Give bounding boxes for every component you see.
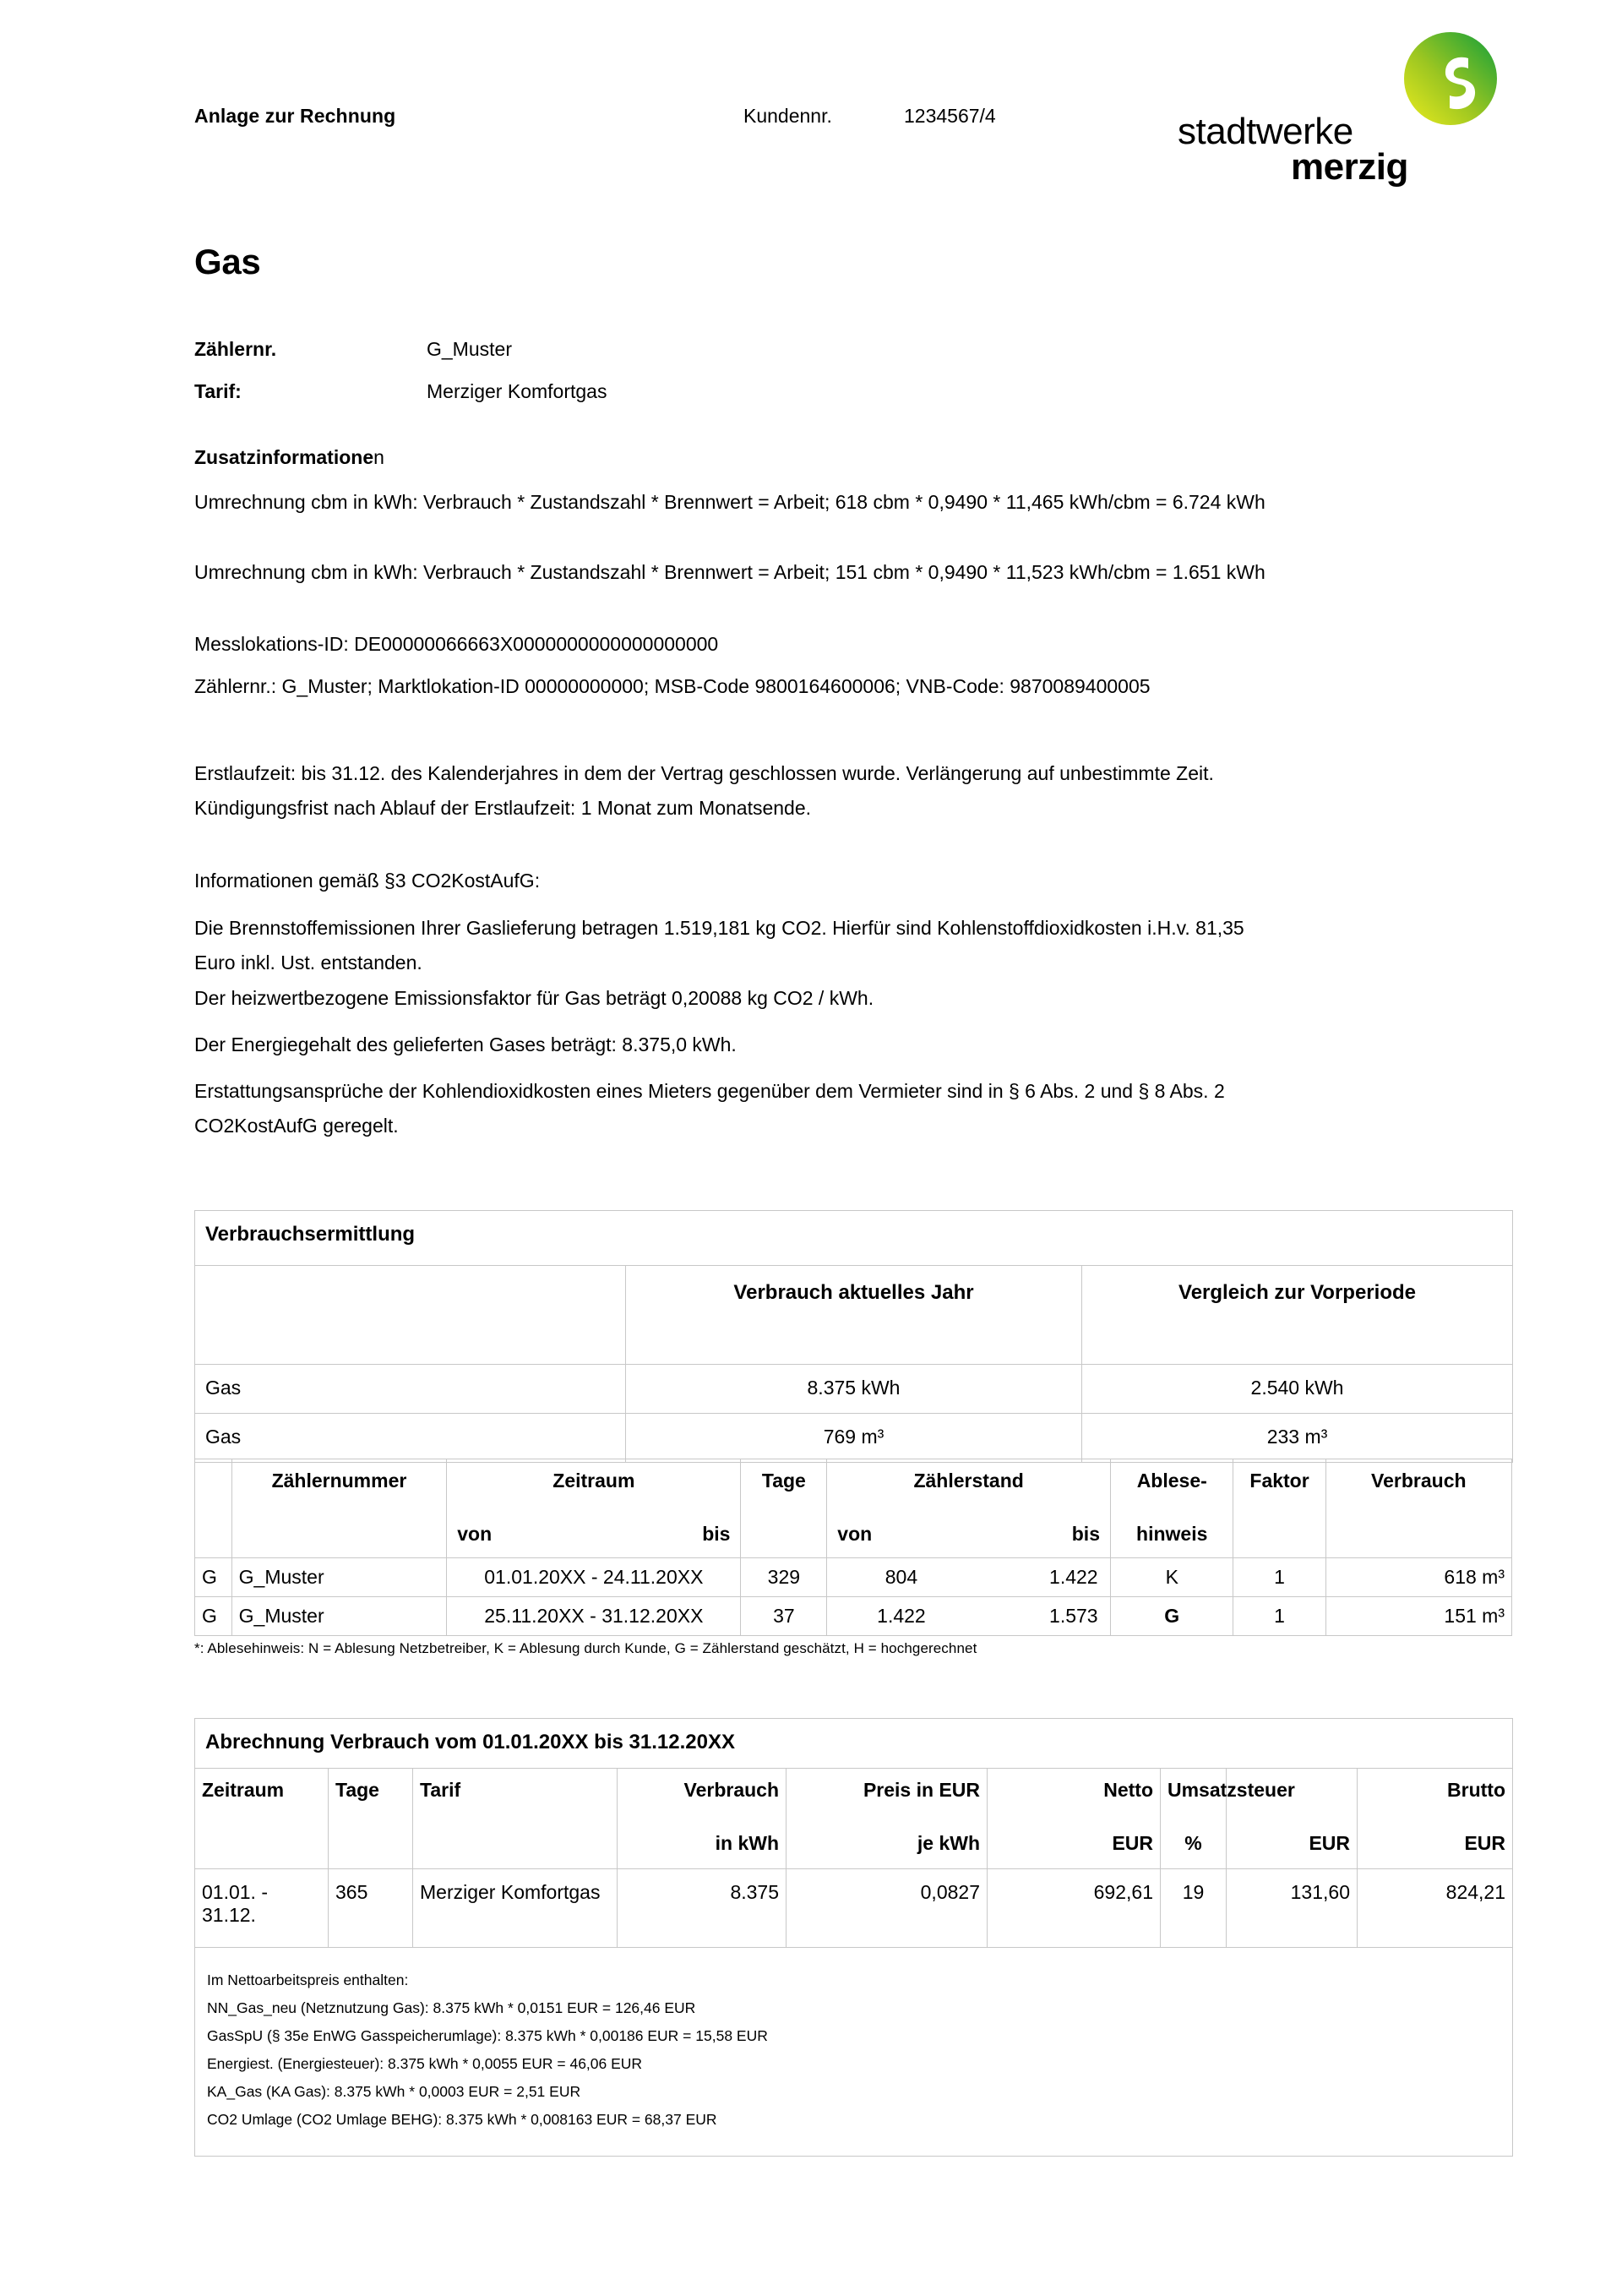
additional-info-heading-tail: n [373,446,384,468]
info-paragraph-energy-content: Der Energiegehalt des gelieferten Gases beträgt: 8.375,0 kWh. [194,1033,737,1055]
header-meter-value-label: Zählerstand [913,1470,1024,1492]
tariff-label: Tarif: [194,380,242,402]
cell-meter-value-from: 1.422 [877,1605,926,1627]
row-label: Gas [195,1365,626,1414]
header-division [195,1459,232,1558]
logo-word-merzig: merzig [1291,146,1408,188]
header-factor [1233,1459,1325,1558]
table-row [195,1869,1513,1948]
header-period-from: von [457,1523,493,1545]
note-concession-fee: KA_Gas (KA Gas): 8.375 kWh * 0,0003 EUR = 2,51 EUR [207,2083,581,2100]
info-paragraph-codes: Zählernr.: G_Muster; Marktlokation-ID 00000000000; MSB-Code 9800164600006; VNB-Code: 9870089400005 [194,675,1151,697]
table-row [195,1414,1513,1463]
header-previous-period: Vergleich zur Vorperiode [1082,1266,1513,1365]
cell-days: 365 [329,1869,413,1948]
cell-meter-number: G_Muster [231,1597,447,1636]
billing-notes [195,1948,1513,2157]
info-paragraph-messlokation-id: Messlokations-ID: DE00000066663X0000000000000000000 [194,633,719,655]
cell-reading-note: K [1110,1558,1233,1597]
page-header [0,0,1622,203]
cell-gross: 824,21 [1358,1869,1513,1948]
header-price [787,1769,988,1869]
header-meter-number-label: Zählernummer [271,1470,407,1492]
row-label: Gas [195,1414,626,1463]
billing-table [194,1718,1513,2157]
header-vat-label: Umsatzsteuer [1168,1779,1295,1801]
cell-days: 329 [741,1558,827,1597]
table-header-row [195,1459,1512,1558]
info-paragraph-co2kostaufg-heading: Informationen gemäß §3 CO2KostAufG: [194,870,541,892]
info-paragraph-conversion-1: Umrechnung cbm in kWh: Verbrauch * Zustandszahl * Brennwert = Arbeit; 618 cbm * 0,9490 * 11,465 kWh/cbm = 6.724 kWh [194,491,1265,513]
header-gross-unit: EUR [1464,1832,1506,1854]
note-network-usage: NN_Gas_neu (Netznutzung Gas): 8.375 kWh * 0,0151 EUR = 126,46 EUR [207,1999,696,2016]
cell-tariff: Merziger Komfortgas [413,1869,618,1948]
cell-meter-value-to: 1.422 [1049,1566,1098,1588]
header-days: Tage [329,1769,413,1869]
meter-reading-table [194,1459,1512,1636]
info-paragraph-emissions: Die Brennstoffemissionen Ihrer Gaslieferung betragen 1.519,181 kg CO2. Hierfür sind Kohlenstoffdioxidkosten i.H.v. 81,35 Euro inkl. Ust. entstanden. [194,917,1244,973]
tariff-value: Merziger Komfortgas [427,380,607,402]
header-blank [195,1266,626,1365]
cell-consumption: 8.375 [618,1869,787,1948]
header-gross-label: Brutto [1447,1779,1506,1801]
table-title-row [195,1719,1513,1769]
header-period [447,1459,741,1558]
consumption-determination-table [194,1210,1513,1463]
cell-division: G [195,1558,232,1597]
cell-vat-amount: 131,60 [1227,1869,1358,1948]
info-paragraph-conversion-2: Umrechnung cbm in kWh: Verbrauch * Zustandszahl * Brennwert = Arbeit; 151 cbm * 0,9490 * 11,523 kWh/cbm = 1.651 kWh [194,561,1265,583]
cell-price: 0,0827 [787,1869,988,1948]
info-paragraph-tenant-refund: Erstattungsansprüche der Kohlendioxidkosten eines Mieters gegenüber dem Vermieter sind in § 6 Abs. 2 und § 8 Abs. 2 CO2KostAufG geregelt. [194,1080,1225,1137]
header-vat-amount-unit: EUR [1309,1832,1350,1854]
cell-factor: 1 [1233,1558,1325,1597]
table-header-row [195,1769,1513,1869]
header-net [988,1769,1161,1869]
cell-consumption: 151 m³ [1325,1597,1511,1636]
additional-info-heading [194,446,384,469]
header-period-to: bis [702,1523,731,1545]
header-net-unit: EUR [1112,1832,1153,1854]
header-period-subrow [452,1523,735,1546]
cell-period: 01.01. - 31.12. [195,1869,329,1948]
header-days [741,1459,827,1558]
billing-table-title: Abrechnung Verbrauch vom 01.01.20XX bis 31.12.20XX [195,1719,1513,1769]
logo-word-stadtwerke: stadtwerke [1178,111,1353,152]
header-days-label: Tage [761,1470,806,1492]
header-consumption [618,1769,787,1869]
header-price-unit: je kWh [917,1832,980,1854]
header-vat-percent [1161,1769,1295,1869]
header-gross [1358,1769,1513,1869]
header-consumption-unit: in kWh [715,1832,779,1854]
header-price-label: Preis in EUR [863,1779,980,1801]
cell-period: 25.11.20XX - 31.12.20XX [447,1597,741,1636]
reading-note-legend: *: Ablesehinweis: N = Ablesung Netzbetreiber, K = Ablesung durch Kunde, G = Zählerstand geschätzt, H = hochgerechnet [194,1640,977,1656]
header-period-label: Zeitraum [552,1470,635,1492]
consumption-table-title: Verbrauchsermittlung [195,1211,1513,1266]
header-meter-value-to: bis [1071,1523,1100,1545]
meter-number-label: Zählernr. [194,338,277,360]
header-meter-value-subrow [832,1523,1105,1546]
info-paragraph-emission-factor: Der heizwertbezogene Emissionsfaktor für Gas beträgt 0,20088 kg CO2 / kWh. [194,987,874,1009]
cell-factor: 1 [1233,1597,1325,1636]
cell-division: G [195,1597,232,1636]
customer-number-label: Kundennr. [743,105,832,127]
row-current-value: 8.375 kWh [626,1365,1082,1414]
header-consumption-label: Verbrauch [1371,1470,1467,1492]
header-net-label: Netto [1103,1779,1153,1801]
note-gas-storage-levy: GasSpU (§ 35e EnWG Gasspeicherumlage): 8.375 kWh * 0,00186 EUR = 15,58 EUR [207,2027,768,2044]
customer-number-value: 1234567/4 [904,105,996,127]
section-title-gas: Gas [194,242,261,281]
note-energy-tax: Energiest. (Energiesteuer): 8.375 kWh * 0,0055 EUR = 46,06 EUR [207,2055,643,2072]
header-meter-number [231,1459,447,1558]
row-previous-value: 233 m³ [1082,1414,1513,1463]
header-tariff: Tarif [413,1769,618,1869]
note-co2-levy: CO2 Umlage (CO2 Umlage BEHG): 8.375 kWh * 0,008163 EUR = 68,37 EUR [207,2111,717,2128]
document-title: Anlage zur Rechnung [194,105,396,127]
notes-title: Im Nettoarbeitspreis enthalten: [207,1972,409,1988]
table-row [195,1597,1512,1636]
header-current-year: Verbrauch aktuelles Jahr [626,1266,1082,1365]
table-title-row [195,1211,1513,1266]
header-meter-value-from: von [837,1523,873,1545]
cell-net: 692,61 [988,1869,1161,1948]
cell-days: 37 [741,1597,827,1636]
header-reading-note-line1: Ablese- [1136,1470,1207,1492]
meter-number-value: G_Muster [427,338,512,360]
billing-notes-row [195,1948,1513,2157]
header-consumption-label: Verbrauch [683,1779,779,1801]
cell-meter-number: G_Muster [231,1558,447,1597]
company-logo [1166,32,1504,188]
table-row [195,1558,1512,1597]
row-previous-value: 2.540 kWh [1082,1365,1513,1414]
row-current-value: 769 m³ [626,1414,1082,1463]
header-vat-percent-unit: % [1184,1832,1202,1854]
cell-consumption: 618 m³ [1325,1558,1511,1597]
header-factor-label: Faktor [1249,1470,1309,1492]
cell-meter-values [827,1597,1111,1636]
table-header-row [195,1266,1513,1365]
table-row [195,1365,1513,1414]
header-consumption [1325,1459,1511,1558]
header-reading-note [1110,1459,1233,1558]
cell-meter-value-from: 804 [884,1566,918,1588]
additional-info-heading-bold: Zusatzinformatione [194,446,374,468]
stadtwerke-swirl-icon [1404,32,1497,125]
cell-meter-values [827,1558,1111,1597]
cell-reading-note: G [1110,1597,1233,1636]
info-paragraph-contract-term: Erstlaufzeit: bis 31.12. des Kalenderjahres in dem der Vertrag geschlossen wurde. Verlängerung auf unbestimmte Zeit. Kündigungsfrist nach Ablauf der Erstlaufzeit: 1 Monat zum Monatsende. [194,762,1214,819]
header-period: Zeitraum [195,1769,329,1869]
header-reading-note-line2: hinweis [1136,1523,1208,1545]
header-meter-value [827,1459,1111,1558]
cell-period: 01.01.20XX - 24.11.20XX [447,1558,741,1597]
header-vat-spacer [1345,1779,1350,1801]
cell-meter-value-to: 1.573 [1049,1605,1098,1627]
cell-vat-percent: 19 [1161,1869,1227,1948]
